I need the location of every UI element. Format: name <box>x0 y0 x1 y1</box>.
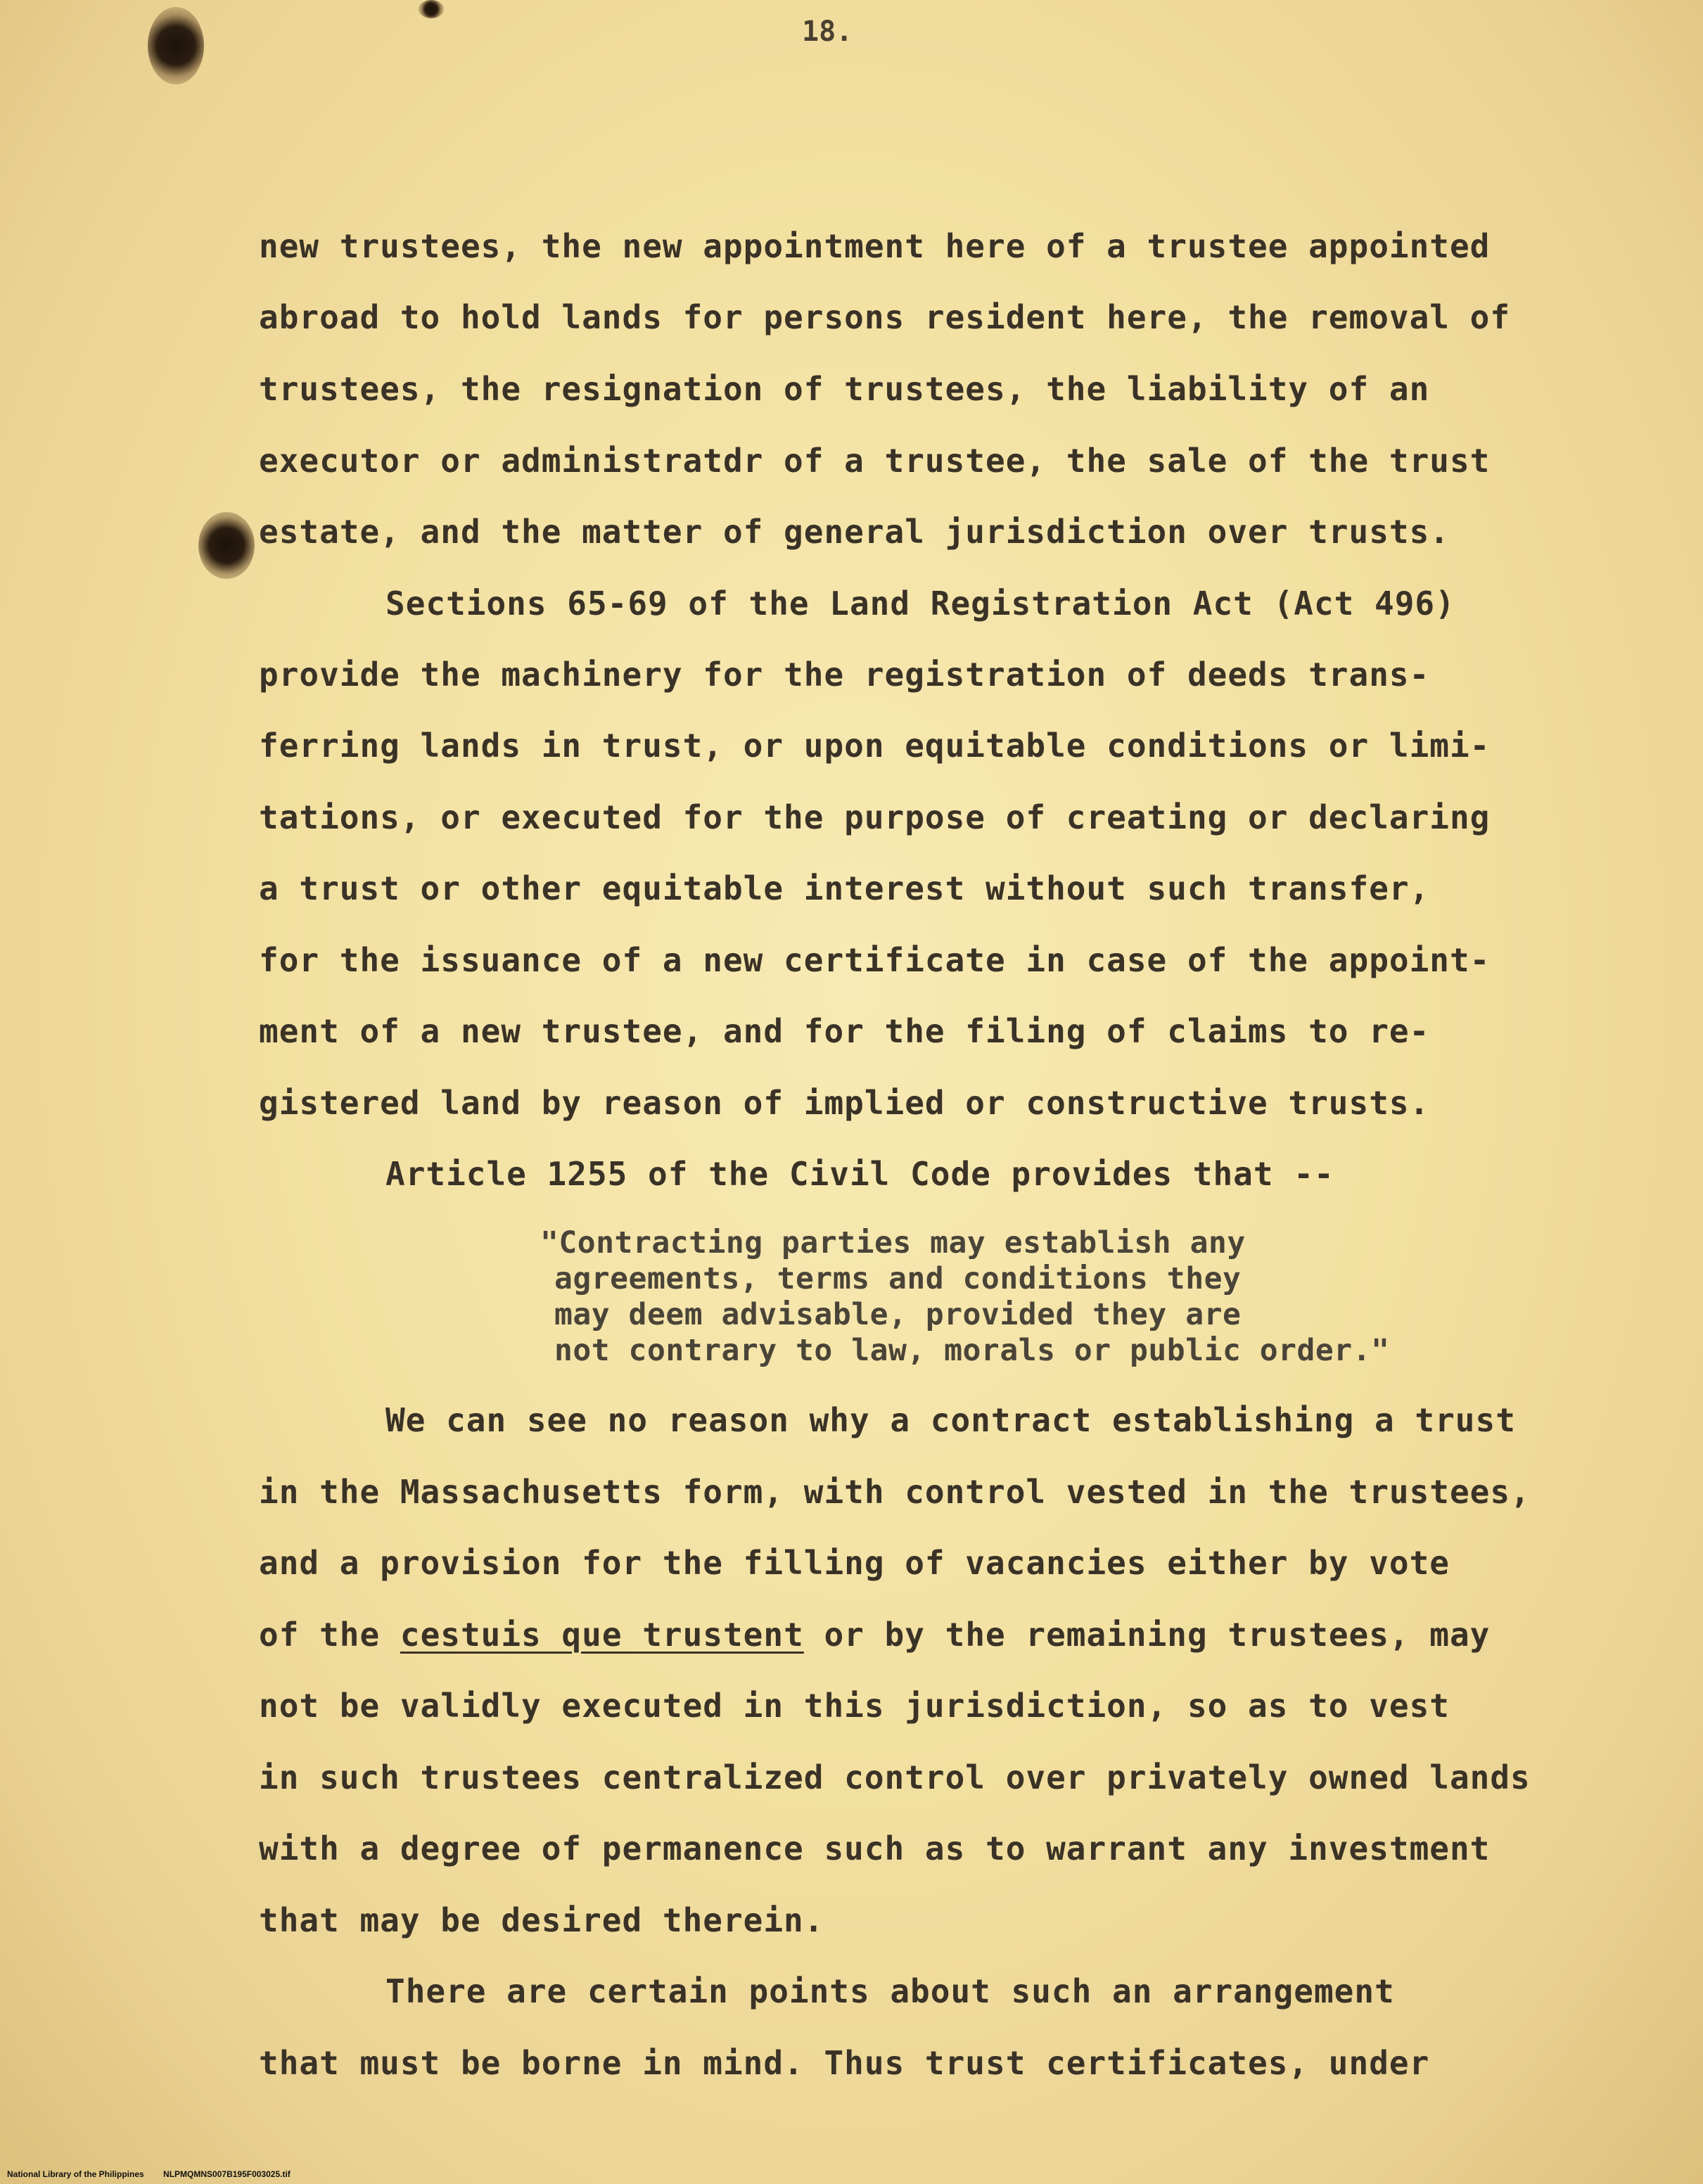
block-quote-line: may deem advisable, provided they are <box>554 1297 1242 1332</box>
burn-mark-middle <box>198 512 255 579</box>
text-line: estate, and the matter of general jurisdiction over trusts. <box>259 513 1450 551</box>
paragraph-start: We can see no reason why a contract establishing a trust <box>385 1401 1516 1439</box>
text-line: tations, or executed for the purpose of creating or declaring <box>259 798 1491 836</box>
text-line: ment of a new trustee, and for the filing of claims to re- <box>259 1012 1430 1050</box>
block-quote-line: not contrary to law, morals or public order." <box>554 1333 1390 1368</box>
text-line: and a provision for the filling of vacancies either by vote <box>259 1544 1450 1582</box>
text-line: trustees, the resignation of trustees, the liability of an <box>259 370 1430 408</box>
text-line: that must be borne in mind. Thus trust certificates, under <box>259 2044 1430 2082</box>
block-quote-line: "Contracting parties may establish any <box>540 1225 1246 1260</box>
paragraph-start: There are certain points about such an arrangement <box>385 1972 1395 2010</box>
text-line-with-underline <box>259 1616 1490 1654</box>
block-quote-line: agreements, terms and conditions they <box>554 1261 1242 1296</box>
paragraph-start: Article 1255 of the Civil Code provides that -- <box>385 1155 1334 1193</box>
footer-file-id: NLPMQMNS007B195F003025.tif <box>163 2169 291 2179</box>
text-line: for the issuance of a new certificate in case of the appoint- <box>259 941 1491 979</box>
text-line: ferring lands in trust, or upon equitable conditions or limi- <box>259 727 1491 765</box>
text-line: with a degree of permanence such as to warrant any investment <box>259 1829 1491 1867</box>
archive-footer <box>7 2169 307 2179</box>
burn-mark-top <box>148 7 204 84</box>
paragraph-start: Sections 65-69 of the Land Registration Act (Act 496) <box>385 585 1455 622</box>
footer-institution: National Library of the Philippines <box>7 2169 144 2179</box>
page-number: 18. <box>802 15 853 48</box>
text-line: new trustees, the new appointment here of a trustee appointed <box>259 227 1491 265</box>
text-line: not be validly executed in this jurisdiction, so as to vest <box>259 1687 1450 1725</box>
text-line: a trust or other equitable interest without such transfer, <box>259 869 1430 907</box>
text-line: gistered land by reason of implied or constructive trusts. <box>259 1084 1430 1122</box>
text-line: abroad to hold lands for persons resident here, the removal of <box>259 298 1511 336</box>
text-line: provide the machinery for the registration of deeds trans- <box>259 656 1430 694</box>
underlined-term: cestuis que trustent <box>400 1616 804 1654</box>
text-line: in the Massachusetts form, with control vested in the trustees, <box>259 1473 1531 1511</box>
text-line: in such trustees centralized control over privately owned lands <box>259 1758 1531 1796</box>
text-fragment: of the <box>259 1616 400 1654</box>
burn-mark-small <box>419 0 444 18</box>
text-fragment: or by the remaining trustees, may <box>803 1616 1491 1654</box>
text-line: that may be desired therein. <box>259 1901 824 1939</box>
text-line: executor or administratdr of a trustee, the sale of the trust <box>259 442 1491 480</box>
